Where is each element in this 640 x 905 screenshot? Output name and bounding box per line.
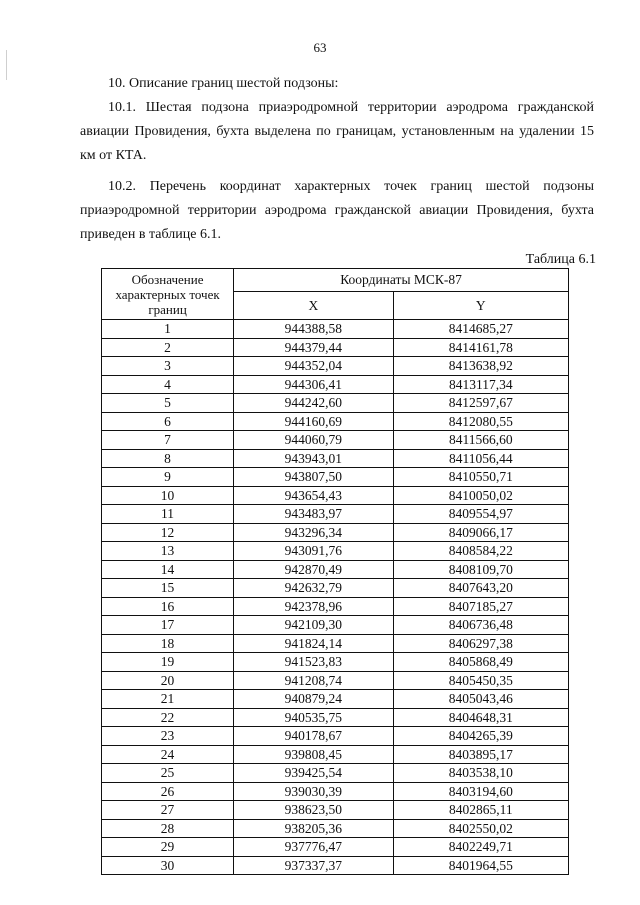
x-coordinate-cell: 943654,43: [234, 486, 394, 505]
y-coordinate-cell: 8409066,17: [393, 523, 568, 542]
table-row: [102, 597, 569, 616]
point-number-cell: 13: [102, 542, 234, 561]
header-x: X: [234, 292, 394, 320]
point-number-cell: 14: [102, 560, 234, 579]
x-coordinate-cell: 944242,60: [234, 394, 394, 413]
paragraph-10-1: 10.1. Шестая подзона приаэродромной территории аэродрома гражданской авиации Провидения, бухта выделена по границам, установленным на удалении 15 км от КТА.: [80, 100, 594, 163]
x-coordinate-cell: 941523,83: [234, 653, 394, 672]
y-coordinate-cell: 8407643,20: [393, 579, 568, 598]
table-row: [102, 449, 569, 468]
x-coordinate-cell: 941824,14: [234, 634, 394, 653]
point-number-cell: 2: [102, 338, 234, 357]
x-coordinate-cell: 944388,58: [234, 320, 394, 339]
point-number-cell: 25: [102, 764, 234, 783]
table-row: [102, 764, 569, 783]
table-row: [102, 727, 569, 746]
y-coordinate-cell: 8402249,71: [393, 838, 568, 857]
y-coordinate-cell: 8402550,02: [393, 819, 568, 838]
page-number: 63: [313, 40, 327, 55]
y-coordinate-cell: 8414161,78: [393, 338, 568, 357]
point-number-cell: 28: [102, 819, 234, 838]
x-coordinate-cell: 941208,74: [234, 671, 394, 690]
x-coordinate-cell: 943296,34: [234, 523, 394, 542]
y-coordinate-cell: 8412080,55: [393, 412, 568, 431]
table-row: [102, 690, 569, 709]
table-row: [102, 375, 569, 394]
y-coordinate-cell: 8405868,49: [393, 653, 568, 672]
point-number-cell: 9: [102, 468, 234, 487]
point-number-cell: 12: [102, 523, 234, 542]
x-coordinate-cell: 943807,50: [234, 468, 394, 487]
point-number-cell: 23: [102, 727, 234, 746]
table-row: [102, 745, 569, 764]
y-coordinate-cell: 8406297,38: [393, 634, 568, 653]
table-row: [102, 671, 569, 690]
coordinates-table: [101, 268, 569, 875]
point-number-cell: 20: [102, 671, 234, 690]
x-coordinate-cell: 943943,01: [234, 449, 394, 468]
point-number-cell: 16: [102, 597, 234, 616]
section-heading: 10. Описание границ шестой подзоны:: [108, 76, 339, 91]
point-number-cell: 21: [102, 690, 234, 709]
x-coordinate-cell: 943483,97: [234, 505, 394, 524]
point-number-cell: 6: [102, 412, 234, 431]
table-row: [102, 838, 569, 857]
table-row: [102, 801, 569, 820]
header-coordinates-group: Координаты МСК-87: [234, 269, 569, 292]
y-coordinate-cell: 8411056,44: [393, 449, 568, 468]
table-row: [102, 856, 569, 875]
table-row: [102, 579, 569, 598]
table-row: [102, 486, 569, 505]
x-coordinate-cell: 944352,04: [234, 357, 394, 376]
x-coordinate-cell: 942378,96: [234, 597, 394, 616]
y-coordinate-cell: 8413117,34: [393, 375, 568, 394]
y-coordinate-cell: 8408584,22: [393, 542, 568, 561]
table-row: [102, 542, 569, 561]
y-coordinate-cell: 8404265,39: [393, 727, 568, 746]
x-coordinate-cell: 944379,44: [234, 338, 394, 357]
y-coordinate-cell: 8414685,27: [393, 320, 568, 339]
point-number-cell: 22: [102, 708, 234, 727]
table-row: [102, 782, 569, 801]
x-coordinate-cell: 944060,79: [234, 431, 394, 450]
point-number-cell: 29: [102, 838, 234, 857]
x-coordinate-cell: 944306,41: [234, 375, 394, 394]
y-coordinate-cell: 8410050,02: [393, 486, 568, 505]
x-coordinate-cell: 938623,50: [234, 801, 394, 820]
y-coordinate-cell: 8404648,31: [393, 708, 568, 727]
y-coordinate-cell: 8413638,92: [393, 357, 568, 376]
y-coordinate-cell: 8410550,71: [393, 468, 568, 487]
point-number-cell: 5: [102, 394, 234, 413]
x-coordinate-cell: 940535,75: [234, 708, 394, 727]
table-row: [102, 634, 569, 653]
table-row: [102, 819, 569, 838]
x-coordinate-cell: 942109,30: [234, 616, 394, 635]
point-number-cell: 27: [102, 801, 234, 820]
x-coordinate-cell: 937337,37: [234, 856, 394, 875]
point-number-cell: 18: [102, 634, 234, 653]
header-y: Y: [393, 292, 568, 320]
y-coordinate-cell: 8401964,55: [393, 856, 568, 875]
table-row: [102, 431, 569, 450]
table-row: [102, 468, 569, 487]
paragraph-10-2: 10.2. Перечень координат характерных точек границ шестой подзоны приаэродромной территории аэродрома гражданской авиации Провидения, бухта приведен в таблице 6.1.: [80, 179, 594, 242]
y-coordinate-cell: 8403538,10: [393, 764, 568, 783]
table-row: [102, 653, 569, 672]
y-coordinate-cell: 8409554,97: [393, 505, 568, 524]
point-number-cell: 26: [102, 782, 234, 801]
header-point-designation: Обозначение характерных точек границ: [102, 269, 234, 320]
x-coordinate-cell: 939425,54: [234, 764, 394, 783]
point-number-cell: 30: [102, 856, 234, 875]
point-number-cell: 10: [102, 486, 234, 505]
x-coordinate-cell: 943091,76: [234, 542, 394, 561]
point-number-cell: 19: [102, 653, 234, 672]
point-number-cell: 1: [102, 320, 234, 339]
table-row: [102, 320, 569, 339]
x-coordinate-cell: 939030,39: [234, 782, 394, 801]
y-coordinate-cell: 8406736,48: [393, 616, 568, 635]
y-coordinate-cell: 8411566,60: [393, 431, 568, 450]
y-coordinate-cell: 8405450,35: [393, 671, 568, 690]
table-caption: Таблица 6.1: [525, 252, 596, 267]
point-number-cell: 11: [102, 505, 234, 524]
table-row: [102, 505, 569, 524]
y-coordinate-cell: 8408109,70: [393, 560, 568, 579]
table-row: [102, 357, 569, 376]
point-number-cell: 7: [102, 431, 234, 450]
table-row: [102, 412, 569, 431]
y-coordinate-cell: 8403194,60: [393, 782, 568, 801]
point-number-cell: 8: [102, 449, 234, 468]
x-coordinate-cell: 938205,36: [234, 819, 394, 838]
x-coordinate-cell: 937776,47: [234, 838, 394, 857]
y-coordinate-cell: 8405043,46: [393, 690, 568, 709]
table-row: [102, 708, 569, 727]
x-coordinate-cell: 939808,45: [234, 745, 394, 764]
point-number-cell: 24: [102, 745, 234, 764]
point-number-cell: 3: [102, 357, 234, 376]
y-coordinate-cell: 8403895,17: [393, 745, 568, 764]
point-number-cell: 17: [102, 616, 234, 635]
table-row: [102, 523, 569, 542]
point-number-cell: 4: [102, 375, 234, 394]
point-number-cell: 15: [102, 579, 234, 598]
table-row: [102, 338, 569, 357]
x-coordinate-cell: 944160,69: [234, 412, 394, 431]
x-coordinate-cell: 942632,79: [234, 579, 394, 598]
x-coordinate-cell: 942870,49: [234, 560, 394, 579]
table-body: [102, 320, 569, 875]
x-coordinate-cell: 940879,24: [234, 690, 394, 709]
table-row: [102, 616, 569, 635]
x-coordinate-cell: 940178,67: [234, 727, 394, 746]
y-coordinate-cell: 8407185,27: [393, 597, 568, 616]
table-row: [102, 560, 569, 579]
y-coordinate-cell: 8412597,67: [393, 394, 568, 413]
y-coordinate-cell: 8402865,11: [393, 801, 568, 820]
table-row: [102, 394, 569, 413]
